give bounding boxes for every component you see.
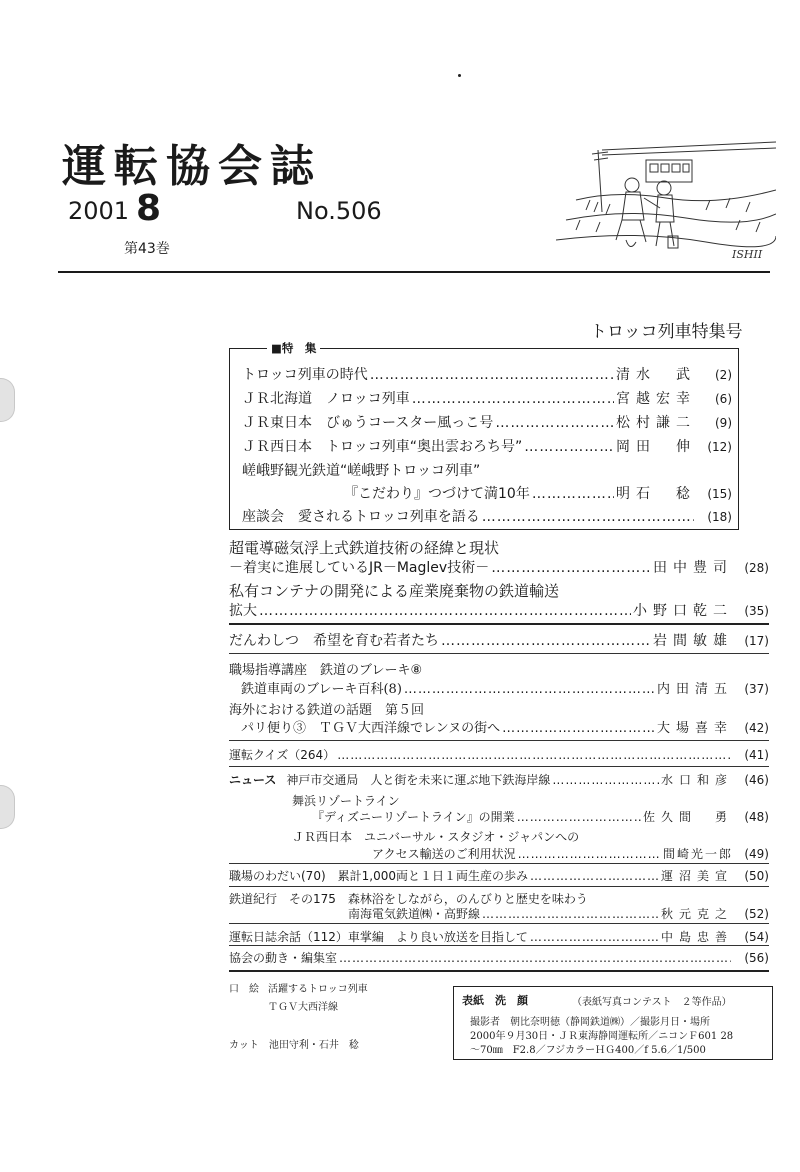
entry-title: 私有コンテナの開発による産業廃棄物の鉄道輸送 xyxy=(229,582,560,600)
header-rule xyxy=(58,271,770,273)
issue-month: 8 xyxy=(136,188,162,229)
entry-page: (41) xyxy=(744,748,769,762)
feature-label: ■特 集 xyxy=(267,340,320,356)
entry-pre: ＪＲ西日本 ユニバーサル・スタジオ・ジャパンへの xyxy=(292,830,580,844)
entry-title: ＪＲ東日本 びゅうコースター風っこ号 xyxy=(242,415,494,431)
toc-entry[interactable] xyxy=(229,746,769,763)
entry-title: 座談会 愛されるトロッコ列車を語る xyxy=(242,509,480,525)
article-heading[interactable] xyxy=(229,537,769,558)
entry-page: (28) xyxy=(744,561,769,575)
entry-title: 運転クイズ（264） xyxy=(229,748,336,762)
illustrator-signature: ISHII xyxy=(732,248,763,261)
trolley-illustration xyxy=(556,90,776,270)
toc-entry[interactable] xyxy=(229,600,769,620)
toc-entry[interactable] xyxy=(241,717,769,736)
entry-subtitle: －着実に進展しているJR－Maglev技術－ xyxy=(229,560,490,576)
entry-title: 南海電気鉄道㈱・高野線 xyxy=(348,907,481,921)
entry-page: (17) xyxy=(744,634,769,648)
entry-subtitle: 鉄道車両のブレーキ百科(8) xyxy=(241,682,402,697)
toc-entry[interactable] xyxy=(372,845,769,862)
entry-author: 小野口乾二 xyxy=(633,603,733,619)
section-rule xyxy=(229,766,769,767)
section-rule xyxy=(229,886,769,887)
entry-page: (54) xyxy=(744,930,769,944)
entry-author: 松村謙二 xyxy=(616,415,696,431)
entry-title: 『ディズニーリゾートライン』の開業 xyxy=(312,810,515,824)
entry-title: アクセス輸送のご利用状況 xyxy=(372,847,516,861)
magazine-title: 運転協会誌 xyxy=(62,141,322,192)
toc-entry[interactable] xyxy=(229,771,769,788)
entry-page: (52) xyxy=(744,907,769,921)
entry-title: 職場指導講座 鉄道のブレーキ⑧ xyxy=(229,663,423,678)
entry-title: ＪＲ西日本 トロッコ列車“奥出雲おろち号” xyxy=(242,439,523,455)
section-rule xyxy=(229,863,769,864)
entry-title: 神戸市交通局 人と街を未来に運ぶ地下鉄海岸線 xyxy=(286,773,551,787)
entry-page: (42) xyxy=(744,721,769,735)
entry-title: 超電導磁気浮上式鉄道技術の経緯と現状 xyxy=(229,539,500,557)
toc-entry[interactable] xyxy=(229,867,769,884)
entry-author: 佐久間 勇 xyxy=(642,810,733,824)
section-rule xyxy=(229,945,769,946)
article-heading[interactable] xyxy=(229,659,769,678)
entry-pre: 鉄道紀行 その175 森林浴をしながら，のんびりと歴史を味わう xyxy=(229,892,588,906)
section-rule xyxy=(229,970,769,972)
entry-author: 秋元克之 xyxy=(660,907,733,921)
entry-title: 運転日誌余話（112）車掌編 より良い放送を目指して xyxy=(229,930,528,944)
entry-page: (12) xyxy=(707,440,732,454)
entry-page: (9) xyxy=(715,416,732,430)
entry-page: (37) xyxy=(744,682,769,696)
section-rule xyxy=(229,653,769,654)
entry-title: 職場のわだい(70) 累計1,000両と１日１両生産の歩み xyxy=(229,869,528,883)
toc-entry[interactable] xyxy=(242,506,732,526)
toc-entry-heading[interactable] xyxy=(242,460,732,480)
entry-page: (6) xyxy=(715,392,732,406)
entry-author: 水口和彦 xyxy=(660,773,733,787)
cover-heading: 表紙 洗 顔 xyxy=(462,994,528,1007)
entry-author: 宮越宏幸 xyxy=(616,391,696,407)
entry-page: (46) xyxy=(744,773,769,787)
section-rule xyxy=(229,923,769,924)
toc-entry[interactable] xyxy=(242,436,732,456)
entry-page: (48) xyxy=(744,810,769,824)
entry-title: ＪＲ北海道 ノロッコ列車 xyxy=(242,391,410,407)
entry-page: (49) xyxy=(744,847,769,861)
entry-page: (2) xyxy=(715,368,732,382)
entry-page: (50) xyxy=(744,869,769,883)
cover-line: 2000年９月30日・ＪＲ東海静岡運転所／ニコンＦ601 28 xyxy=(470,1031,734,1042)
toc-entry[interactable] xyxy=(348,905,769,922)
entry-author: 清水 武 xyxy=(616,367,696,383)
binder-hole xyxy=(0,378,15,422)
toc-entry[interactable] xyxy=(344,483,732,503)
entry-page: (56) xyxy=(744,951,769,965)
toc-entry[interactable] xyxy=(242,388,732,408)
section-rule xyxy=(229,740,769,741)
entry-page: (18) xyxy=(707,510,732,524)
news-subheading xyxy=(292,828,769,845)
entry-page: (35) xyxy=(744,604,769,618)
entry-author: 間崎光一郎 xyxy=(662,847,733,861)
cover-line: 撮影者 朝比奈明徳（静岡鉄道㈱）／撮影月日・場所 xyxy=(470,1017,710,1028)
cover-contest: （表紙写真コンテスト ２等作品） xyxy=(572,997,732,1008)
entry-title: 嵯峨野観光鉄道“嵯峨野トロッコ列車” xyxy=(242,463,481,479)
entry-author: 中島忠善 xyxy=(660,930,733,944)
entry-title: だんわしつ 希望を育む若者たち xyxy=(229,633,439,649)
frontispiece-line: ＴＧＶ大西洋線 xyxy=(268,1002,338,1013)
entry-title: トロッコ列車の時代 xyxy=(242,367,368,383)
news-label: ニュース xyxy=(229,773,277,787)
binder-hole xyxy=(0,785,15,829)
entry-pre: 舞浜リゾートライン xyxy=(292,794,400,808)
entry-subtitle: 拡大 xyxy=(229,603,257,619)
article-heading[interactable] xyxy=(229,699,769,718)
toc-entry[interactable] xyxy=(229,928,769,945)
cut-credit: カット 池田守利・石井 稔 xyxy=(229,1040,359,1051)
entry-subtitle: パリ便り③ ＴＧＶ大西洋線でレンヌの街へ xyxy=(241,721,501,736)
entry-author: 運沼美宣 xyxy=(660,869,733,883)
issue-year: 2001 xyxy=(68,197,130,225)
toc-entry[interactable] xyxy=(229,557,769,577)
toc-entry[interactable] xyxy=(242,412,732,432)
special-issue-title: トロッコ列車特集号 xyxy=(590,322,743,342)
entry-author: 岡田 伸 xyxy=(616,439,696,455)
entry-author: 内田清五 xyxy=(656,682,733,697)
frontispiece-label: 口 絵 xyxy=(229,984,259,995)
section-rule xyxy=(229,623,769,625)
toc-entry[interactable] xyxy=(242,364,732,384)
toc-entry[interactable] xyxy=(229,949,769,966)
cover-line: ～70㎜ F2.8／フジカラーＨＧ400／f 5.6／1/500 xyxy=(470,1045,706,1056)
speck xyxy=(458,74,461,77)
frontispiece-line: 活躍するトロッコ列車 xyxy=(268,984,368,995)
entry-title: 海外における鉄道の話題 第５回 xyxy=(229,703,425,718)
entry-page: (15) xyxy=(707,487,732,501)
toc-entry[interactable] xyxy=(229,630,769,650)
entry-author: 大場喜幸 xyxy=(656,721,733,736)
entry-author: 田中豊司 xyxy=(653,560,733,576)
toc-entry[interactable] xyxy=(312,808,769,825)
toc-entry[interactable] xyxy=(241,678,769,697)
volume-number: 第43巻 xyxy=(124,241,170,257)
article-heading[interactable] xyxy=(229,580,769,601)
news-subheading xyxy=(292,792,769,809)
entry-title: 協会の動き・編集室 xyxy=(229,951,338,965)
entry-author: 明石 稔 xyxy=(616,486,696,502)
entry-title: 『こだわり』つづけて満10年 xyxy=(344,486,530,502)
issue-number: No.506 xyxy=(296,197,382,225)
entry-author: 岩間敏雄 xyxy=(653,633,733,649)
